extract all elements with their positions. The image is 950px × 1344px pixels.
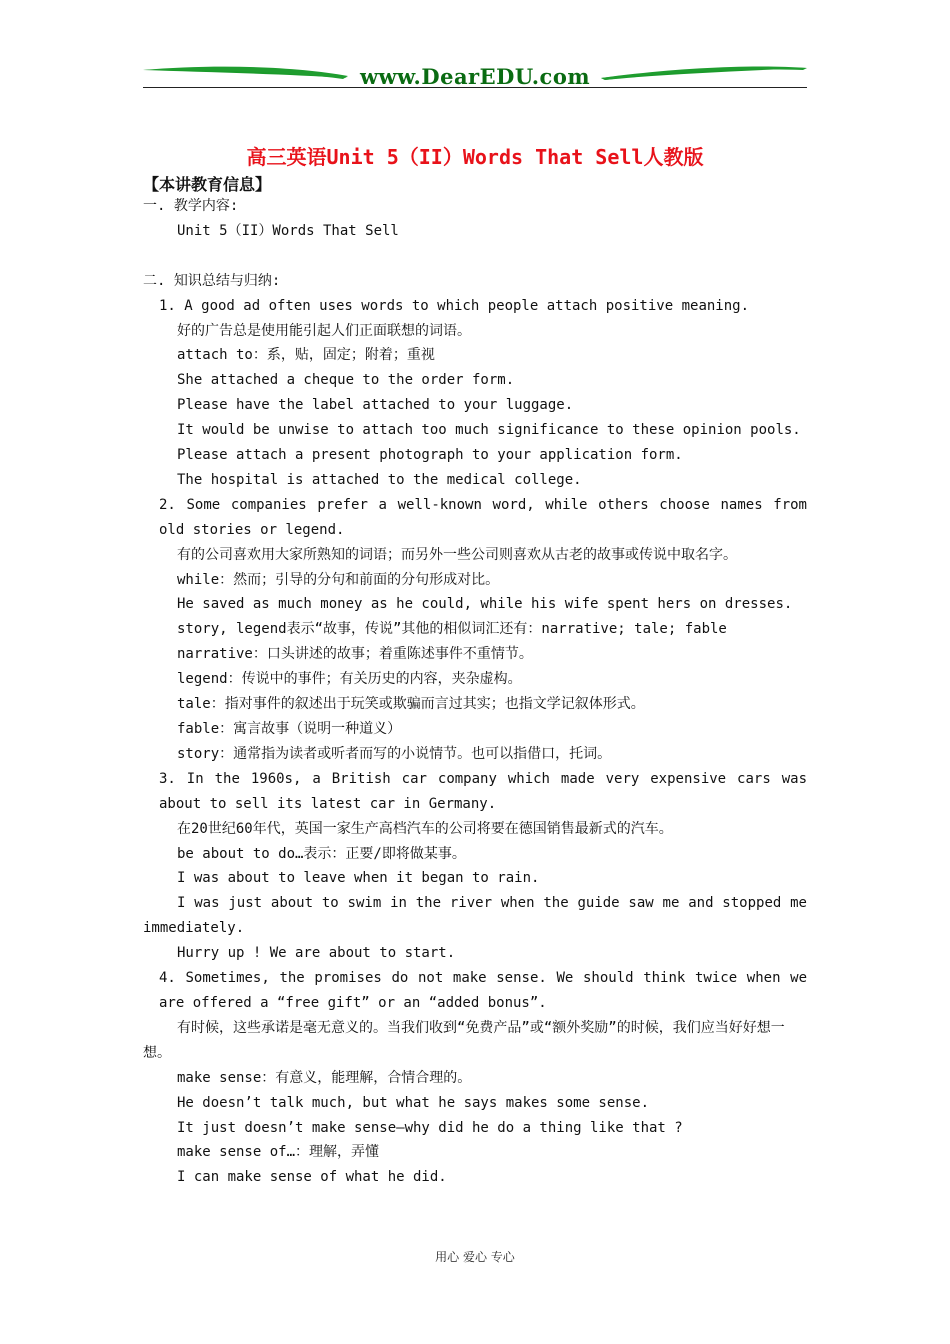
site-logo-text: www.DearEDU.com <box>359 64 591 89</box>
spacer <box>143 244 807 269</box>
point-2-sentence: 2. Some companies prefer a well-known word, while others choose names from old stories or legend. <box>159 496 816 538</box>
point-1-line: Please have the label attached to your luggage. <box>177 397 574 414</box>
header-rule <box>143 87 807 88</box>
point-1-line: She attached a cheque to the order form. <box>177 372 515 389</box>
point-2-line: fable：寓言故事（说明一种道义） <box>177 721 402 738</box>
point-2-line: story, legend表示“故事，传说”其他的相似词汇还有：narrative; tale; fable <box>177 621 727 638</box>
point-3-translation: 在20世纪60年代，英国一家生产高档汽车的公司将要在德国销售最新式的汽车。 <box>177 820 673 837</box>
point-2-line: narrative：口头讲述的故事；着重陈述事件不重情节。 <box>177 646 533 663</box>
section-1-heading: 一. 教学内容: <box>143 198 239 214</box>
point-2-line: legend：传说中的事件；有关历史的内容，夹杂虚构。 <box>177 671 522 688</box>
point-3-line: I was about to leave when it began to rain. <box>177 870 540 887</box>
section-label: 【本讲教育信息】 <box>143 175 272 194</box>
document-body <box>143 194 816 1190</box>
point-4-line: He doesn’t talk much, but what he says makes some sense. <box>177 1094 650 1111</box>
point-2-line: story：通常指为读者或听者而写的小说情节。也可以指借口，托词。 <box>177 745 612 762</box>
point-1-line: Please attach a present photograph to your application form. <box>177 447 683 464</box>
point-1-line: attach to：系，贴，固定；附着；重视 <box>177 347 435 364</box>
document-title: 高三英语Unit 5（II）Words That Sell人教版 <box>246 145 704 169</box>
point-1-sentence: 1. A good ad often uses words to which people attach positive meaning. <box>159 297 750 314</box>
point-1-translation: 好的广告总是使用能引起人们正面联想的词语。 <box>177 322 471 339</box>
point-4-line: I can make sense of what he did. <box>177 1169 447 1186</box>
point-2-line: tale：指对事件的叙述出于玩笑或欺骗而言过其实；也指文学记叙体形式。 <box>177 696 645 713</box>
point-4-line: make sense：有意义，能理解，合情合理的。 <box>177 1069 472 1086</box>
point-3-line: I was just about to swim in the river when the guide saw me and stopped me immediately. <box>143 895 816 937</box>
point-3-line: Hurry up ! We are about to start. <box>177 945 456 962</box>
point-1-line: The hospital is attached to the medical college. <box>177 471 582 488</box>
point-2-line: He saved as much money as he could, while his wife spent hers on dresses. <box>177 596 793 613</box>
point-4-line: make sense of…：理解，弄懂 <box>177 1144 380 1161</box>
point-4-sentence: 4. Sometimes, the promises do not make sense. We should think twice when we are offered a “free gift” or an “added bonus”. <box>159 970 816 1011</box>
point-2-line: while：然而；引导的分句和前面的分句形成对比。 <box>177 571 500 588</box>
point-4-translation: 有时候，这些承诺是毫无意义的。当我们收到“免费产品”或“额外奖励”的时候，我们应当好好想一想。 <box>143 1019 785 1061</box>
section-1-text: Unit 5（II）Words That Sell <box>177 222 399 239</box>
point-1-line: It would be unwise to attach too much significance to these opinion pools. <box>177 422 801 439</box>
section-2-heading: 二. 知识总结与归纳: <box>143 272 281 289</box>
page-footer: 用心 爱心 专心 <box>435 1250 515 1264</box>
point-3-line: be about to do…表示：正要/即将做某事。 <box>177 845 466 862</box>
page-header <box>143 58 807 92</box>
point-3-sentence: 3. In the 1960s, a British car company which made very expensive cars was about to sell its latest car in Germany. <box>159 770 816 812</box>
point-4-line: It just doesn’t make sense—why did he do a thing like that ? <box>177 1119 683 1136</box>
point-2-translation: 有的公司喜欢用大家所熟知的词语；而另外一些公司则喜欢从古老的故事或传说中取名字。 <box>177 546 737 563</box>
